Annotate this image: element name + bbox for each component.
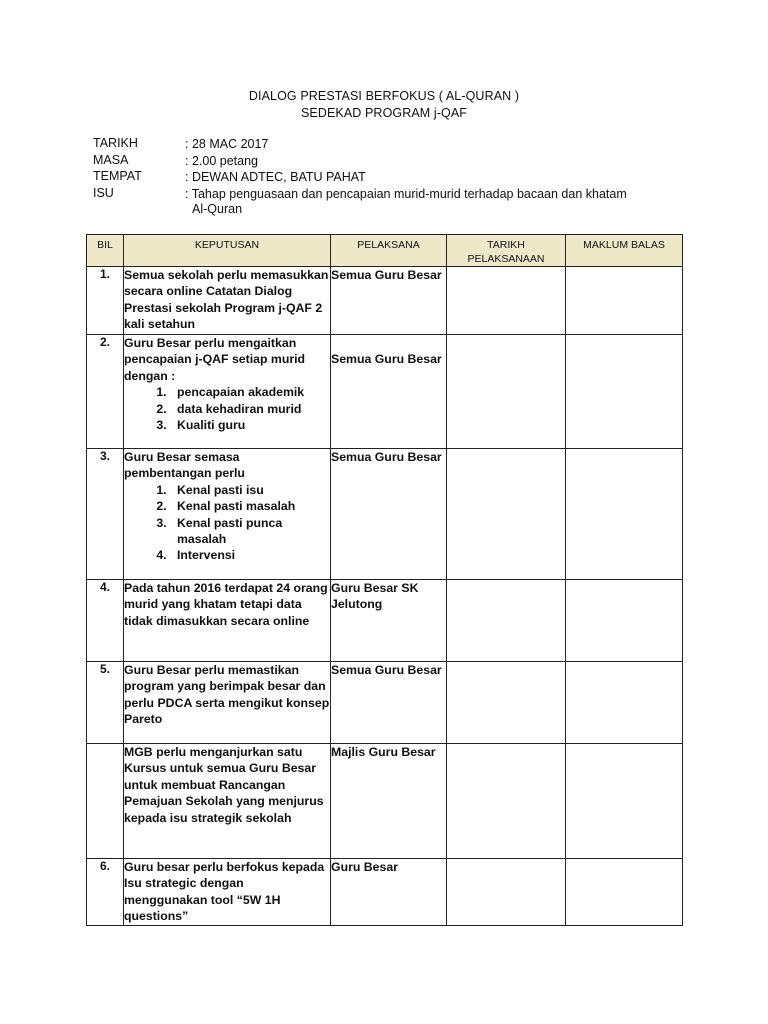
keputusan-sublist: [124, 384, 330, 433]
row-bil: 3.: [87, 449, 124, 580]
table-row: [87, 267, 683, 335]
header-tarikh-line1: TARIKH: [487, 239, 525, 251]
document-title-line2: SEDEKAD PROGRAM j-QAF: [300, 106, 467, 120]
row-keputusan: Guru besar perlu berfokus kepada Isu strategic dengan menggunakan tool “5W 1H questions”: [124, 859, 331, 926]
meta-row-tarikh: [93, 136, 693, 153]
row-pelaksana: Guru Besar: [331, 859, 447, 926]
row-tarikh-cell: [447, 859, 566, 926]
row-keputusan: Guru Besar perlu memastikan program yang berimpak besar dan perlu PDCA serta mengikut konsep Pareto: [124, 662, 331, 744]
row-bil: 6.: [87, 859, 124, 926]
tarikh-value: : 28 MAC 2017: [185, 137, 269, 151]
row-pelaksana: Guru Besar SK Jelutong: [331, 580, 447, 662]
row-pelaksana: Majlis Guru Besar: [331, 744, 447, 859]
tarikh-label: TARIKH: [93, 136, 138, 150]
row-keputusan-cell: [124, 449, 331, 580]
row-tarikh-cell: [447, 744, 566, 859]
table-row: [87, 859, 683, 926]
isu-value: : Tahap penguasaan dan pencapaian murid-murid terhadap bacaan dan khatam: [185, 186, 627, 201]
row-pelaksana-cell: [331, 335, 447, 449]
row-keputusan-cell: [124, 335, 331, 449]
row-bil: 1.: [87, 267, 124, 335]
list-item: 4. Intervensi: [170, 547, 330, 563]
row-keputusan: Semua sekolah perlu memasukkan secara online Catatan Dialog Prestasi sekolah Program j-QAF 2 kali setahun: [124, 267, 331, 335]
meta-row-masa: [93, 153, 693, 170]
meta-row-tempat: [93, 169, 693, 186]
row-maklum-balas-cell: [566, 744, 683, 859]
row-tarikh-cell: [447, 267, 566, 335]
masa-value: : 2.00 petang: [185, 153, 258, 168]
row-maklum-balas-cell: [566, 580, 683, 662]
row-pelaksana: Semua Guru Besar: [331, 449, 447, 580]
list-item: 3. Kenal pasti punca masalah: [170, 515, 330, 548]
row-bil: 5.: [87, 662, 124, 744]
table-row: [87, 662, 683, 744]
row-bil: [87, 744, 124, 859]
row-keputusan: Guru Besar perlu mengaitkan pencapaian j-QAF setiap murid dengan :: [124, 336, 306, 383]
list-item: 3. Kualiti guru: [170, 417, 330, 433]
table-header-row: [87, 235, 683, 267]
row-maklum-balas-cell: [566, 662, 683, 744]
table-row: [87, 580, 683, 662]
row-tarikh-cell: [447, 580, 566, 662]
header-tarikh-line2: PELAKSANAAN: [467, 253, 545, 265]
tempat-value: : DEWAN ADTEC, BATU PAHAT: [185, 170, 366, 184]
meeting-details: [93, 136, 693, 216]
table-row: [87, 744, 683, 859]
row-keputusan: Pada tahun 2016 terdapat 24 orang murid yang khatam tetapi data tidak dimasukkan secara online: [124, 580, 331, 662]
row-pelaksana: Semua Guru Besar: [331, 662, 447, 744]
row-maklum-balas-cell: [566, 335, 683, 449]
document-title-line1: DIALOG PRESTASI BERFOKUS ( AL-QURAN ): [248, 89, 520, 103]
isu-label: ISU: [93, 185, 114, 200]
header-maklum-balas: MAKLUM BALAS: [566, 235, 683, 267]
list-item: 2. Kenal pasti masalah: [170, 498, 330, 514]
row-keputusan: MGB perlu menganjurkan satu Kursus untuk semua Guru Besar untuk membuat Rancangan Pemajuan Sekolah yang menjurus kepada isu strategik sekolah: [124, 744, 331, 859]
masa-label: MASA: [93, 152, 129, 167]
list-item: 2. data kehadiran murid: [170, 401, 330, 417]
header-pelaksana: PELAKSANA: [331, 235, 447, 267]
isu-value-continued: Al-Quran: [192, 202, 243, 216]
row-tarikh-cell: [447, 335, 566, 449]
row-pelaksana: Semua Guru Besar: [331, 267, 447, 335]
list-item: 1. pencapaian akademik: [170, 384, 330, 400]
row-bil: 2.: [87, 335, 124, 449]
decision-table: [86, 234, 683, 926]
list-item: 1. Kenal pasti isu: [170, 482, 330, 498]
row-pelaksana: Semua Guru Besar: [331, 352, 442, 366]
header-bil: BIL: [87, 235, 124, 267]
header-tarikh-pelaksanaan: [447, 235, 566, 267]
row-tarikh-cell: [447, 449, 566, 580]
row-tarikh-cell: [447, 662, 566, 744]
meta-row-isu: [93, 185, 693, 216]
row-maklum-balas-cell: [566, 267, 683, 335]
header-keputusan: KEPUTUSAN: [124, 235, 331, 267]
row-keputusan: Guru Besar semasa pembentangan perlu: [124, 450, 245, 481]
row-maklum-balas-cell: [566, 449, 683, 580]
row-maklum-balas-cell: [566, 859, 683, 926]
table-row: [87, 449, 683, 580]
keputusan-sublist: [124, 482, 330, 564]
table-row: [87, 335, 683, 449]
tempat-label: TEMPAT: [93, 169, 142, 183]
row-bil: 4.: [87, 580, 124, 662]
